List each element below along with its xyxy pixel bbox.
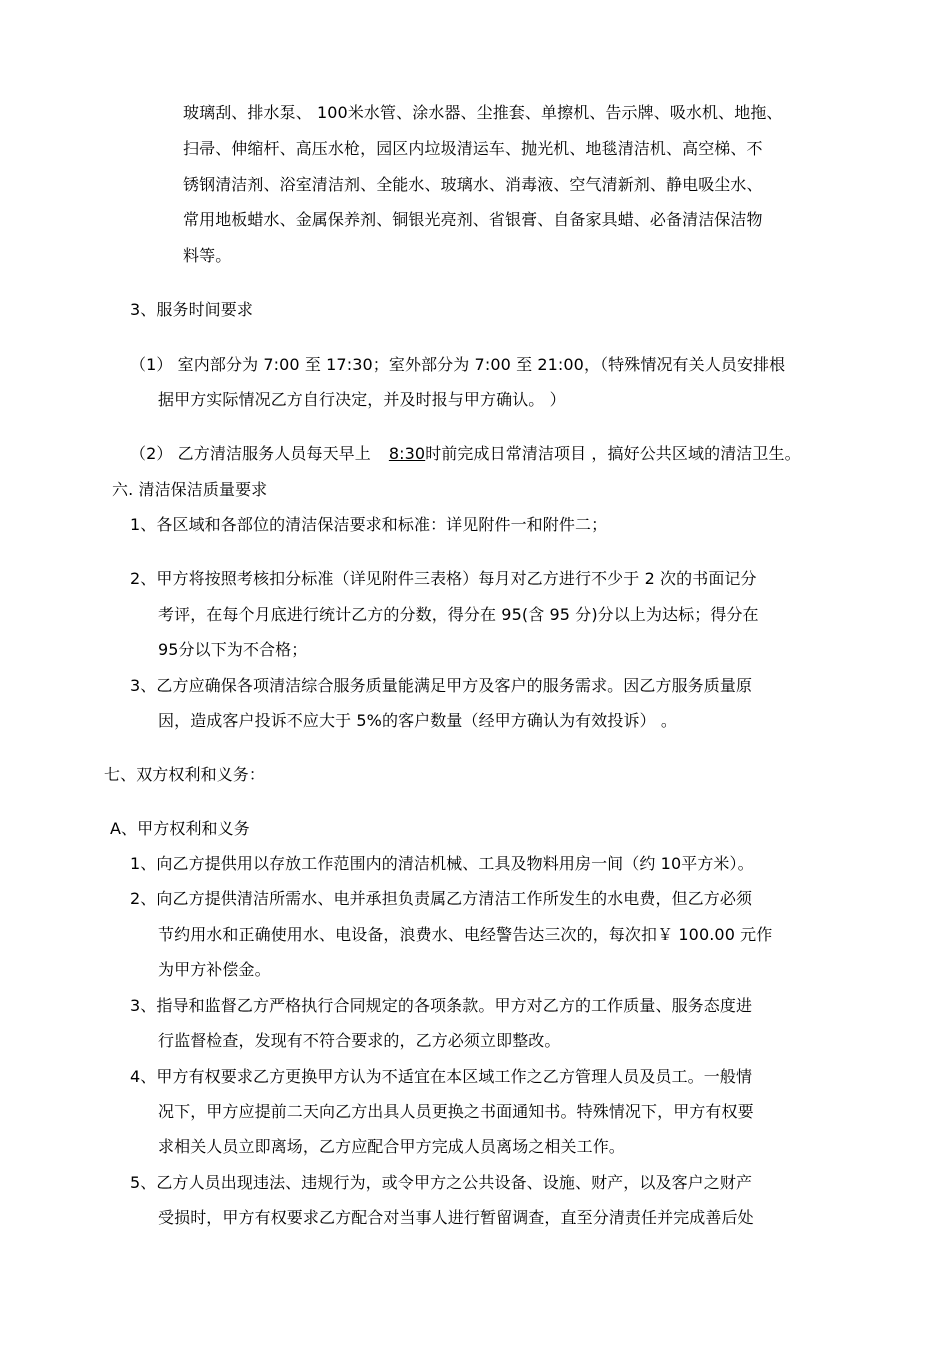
- text-line: 1、向乙方提供用以存放工作范围内的清洁机械、工具及物料用房一间（约 10平方米）。: [130, 854, 754, 873]
- text-line: 为甲方补偿金。: [158, 960, 271, 979]
- text-line: 95分以下为不合格；: [158, 640, 308, 659]
- text-line: 据甲方实际情况乙方自行决定，并及时报与甲方确认。 ）: [158, 390, 566, 409]
- text-line: 因，造成客户投诉不应大于 5%的客户数量（经甲方确认为有效投诉） 。: [158, 711, 677, 730]
- text-line: [130, 443, 801, 465]
- text-line: 况下，甲方应提前二天向乙方出具人员更换之书面通知书。特殊情况下，甲方有权要: [158, 1102, 754, 1121]
- section-heading: A、甲方权利和义务: [110, 819, 250, 838]
- text-line: 锈钢清洁剂、浴室清洁剂、全能水、玻璃水、消毒液、空气清新剂、静电吸尘水、: [183, 175, 763, 194]
- text-line: 节约用水和正确使用水、电设备，浪费水、电经警告达三次的，每次扣￥ 100.00 元作: [158, 925, 773, 944]
- text-line: 5、乙方人员出现违法、违规行为，或令甲方之公共设备、设施、财产，以及客户之财产: [130, 1173, 753, 1192]
- chapter-heading: 六. 清洁保洁质量要求: [112, 480, 268, 499]
- text-line: 2、甲方将按照考核扣分标准（详见附件三表格）每月对乙方进行不少于 2 次的书面记分: [130, 569, 757, 588]
- text-line: 考评，在每个月底进行统计乙方的分数，得分在 95(含 95 分)分以上为达标；得分在: [158, 605, 759, 624]
- text-line: 常用地板蜡水、金属保养剂、铜银光亮剂、省银膏、自备家具蜡、必备清洁保洁物: [183, 210, 763, 229]
- text-line: 1、各区域和各部位的清洁保洁要求和标准：详见附件一和附件二；: [130, 515, 608, 534]
- text-segment: 时前完成日常清洁项目 ，搞好公共区域的清洁卫生。: [425, 444, 801, 463]
- text-line: （1） 室内部分为 7:00 至 17:30；室外部分为 7:00 至 21:00，（特殊情况有关人员安排根: [130, 355, 786, 374]
- text-line: 4、甲方有权要求乙方更换甲方认为不适宜在本区域工作之乙方管理人员及员工。一般情: [130, 1067, 753, 1086]
- text-segment: （2） 乙方清洁服务人员每天早上: [130, 444, 371, 463]
- text-line: 3、指导和监督乙方严格执行合同规定的各项条款。甲方对乙方的工作质量、服务态度进: [130, 996, 753, 1015]
- underlined-time: 8:30: [388, 444, 426, 463]
- text-line: 行监督检查，发现有不符合要求的，乙方必须立即整改。: [158, 1031, 561, 1050]
- text-line: 玻璃刮、排水泵、 100米水管、涂水器、尘推套、单擦机、告示牌、吸水机、地拖、: [183, 103, 783, 122]
- text-line: 2、向乙方提供清洁所需水、电并承担负责属乙方清洁工作所发生的水电费，但乙方必须: [130, 889, 753, 908]
- text-line: 扫帚、伸缩杆、高压水枪，园区内垃圾清运车、抛光机、地毯清洁机、高空梯、不: [183, 139, 763, 158]
- text-line: 求相关人员立即离场，乙方应配合甲方完成人员离场之相关工作。: [158, 1137, 625, 1156]
- text-line: 料等。: [183, 246, 232, 265]
- chapter-heading: 七、双方权利和义务：: [104, 765, 266, 784]
- text-line: 受损时，甲方有权要求乙方配合对当事人进行暂留调查，直至分清责任并完成善后处: [158, 1208, 754, 1227]
- text-line: 3、乙方应确保各项清洁综合服务质量能满足甲方及客户的服务需求。因乙方服务质量原: [130, 676, 753, 695]
- section-heading: 3、服务时间要求: [130, 300, 253, 319]
